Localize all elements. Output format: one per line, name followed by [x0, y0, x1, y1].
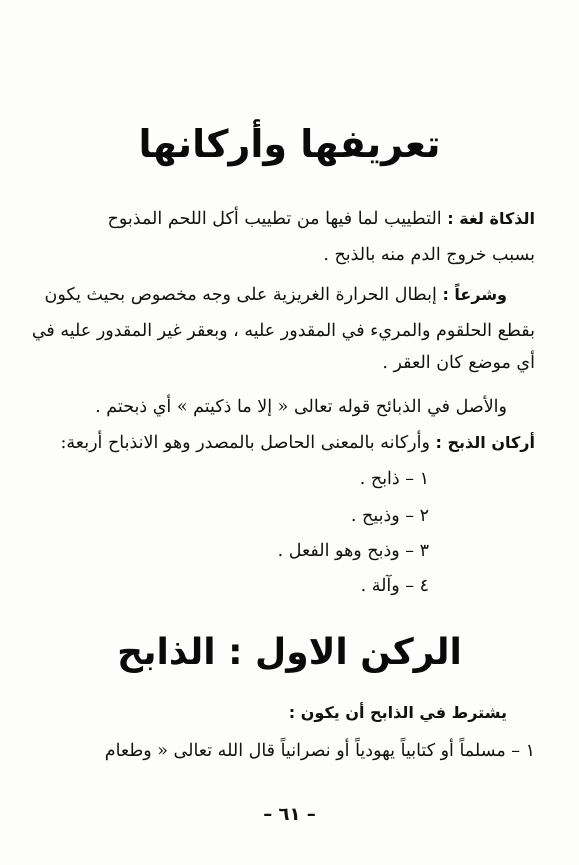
definition-shar-line-3: أي موضع كان العقر .: [382, 353, 535, 373]
list-item: ١ – ذابح .: [359, 469, 429, 489]
definition-shar-text-1: إبطال الحرارة الغريزية على وجه مخصوص بحيث يكون: [44, 285, 437, 305]
condition-intro: يشترط في الذابح أن يكون :: [288, 703, 507, 722]
section-heading: تعريفها وأركانها: [138, 122, 441, 166]
definition-shar-line-2: بقطع الحلقوم والمريء في المقدور عليه ، وبعقر غير المقدور عليه في: [31, 321, 535, 341]
definition-lang-line-1: [40, 206, 535, 232]
list-item: ٤ – وآلة .: [360, 576, 429, 596]
term-pillars: أركان الذبح :: [435, 433, 535, 452]
list-item: ٢ – وذبيح .: [350, 506, 429, 526]
list-item: ٣ – وذبح وهو الفعل .: [277, 541, 429, 561]
term-definition-shar: وشرعاً :: [442, 285, 507, 304]
definition-shar-line-1: [40, 282, 507, 308]
pillars-intro-text: وأركانه بالمعنى الحاصل بالمصدر وهو الانذباح أربعة:: [60, 433, 430, 453]
condition-line: ١ – مسلماً أو كتابياً يهودياً أو نصرانياً قال الله تعالى « وطعام: [104, 741, 535, 761]
pillar-one-heading: الركن الاول : الذابح: [117, 632, 462, 673]
page-number: – ٦١ –: [263, 804, 316, 825]
definition-lang-line-2: بسبب خروج الدم منه بالذبح .: [323, 245, 535, 265]
pillars-intro-line: [40, 430, 535, 456]
origin-line: والأصل في الذبائح قوله تعالى « إلا ما ذكيتم » أي ذبحتم .: [95, 397, 507, 417]
term-definition-lang: الذكاة لغة :: [447, 209, 535, 228]
definition-lang-text-1: التطييب لما فيها من تطييب أكل اللحم المذبوح: [107, 209, 442, 229]
